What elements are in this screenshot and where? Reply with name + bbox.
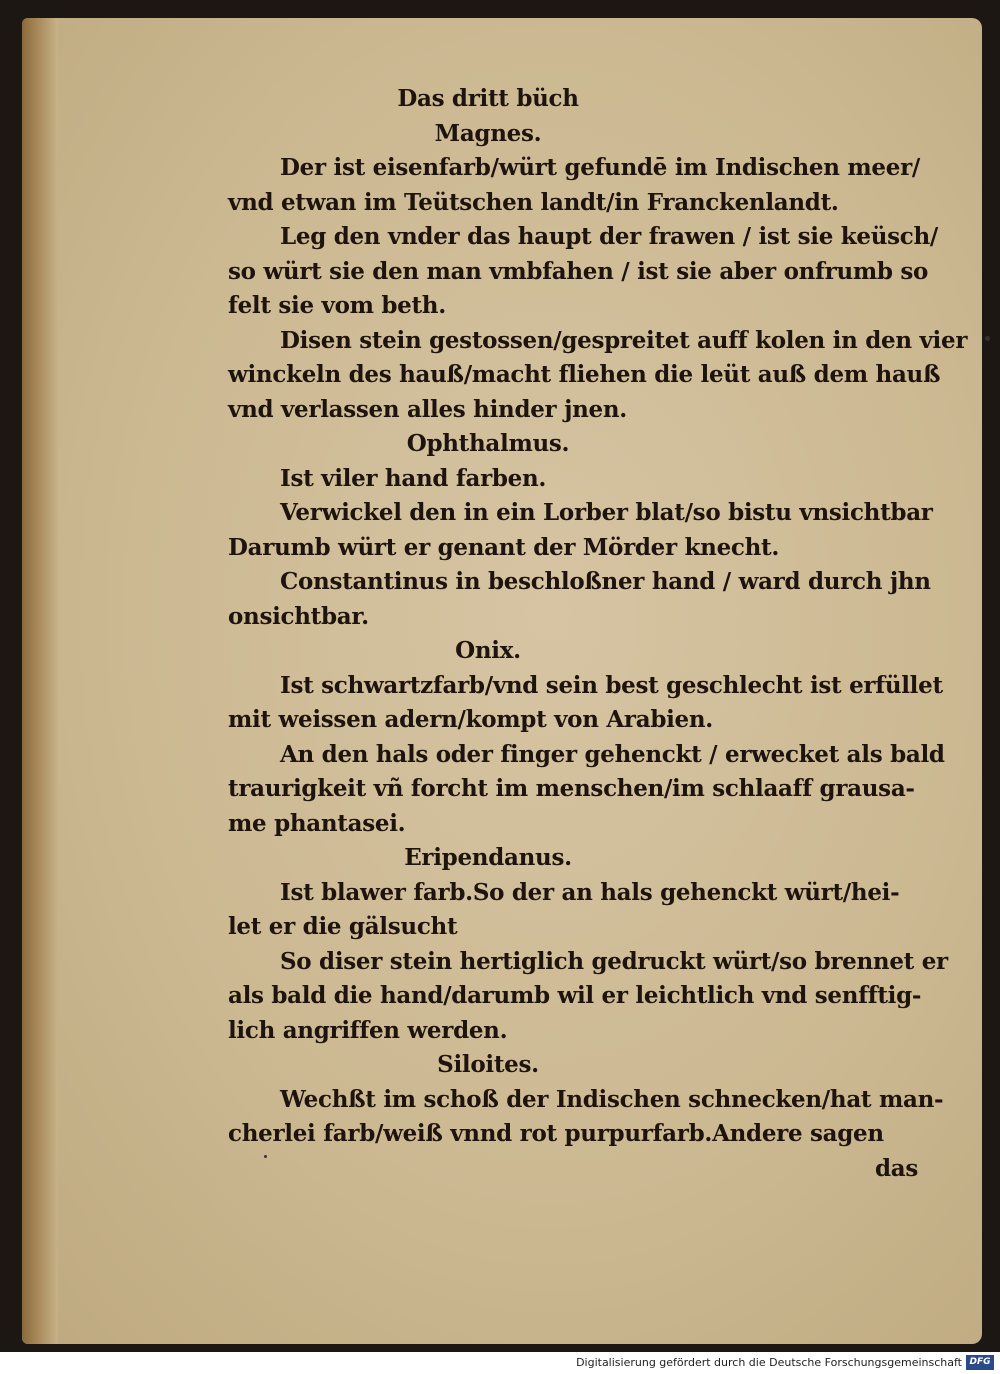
section-heading: Eripendanus. [404, 844, 572, 871]
text-line: Ist schwartzfarb/vnd sein best geschlecht ist erfüllet [280, 671, 943, 699]
text-line: Constantinus in beschloßner hand / ward durch jhn [280, 568, 931, 595]
running-head: Das dritt büch [397, 85, 579, 112]
page-text [228, 82, 968, 1186]
text-lines [228, 117, 968, 1187]
text-line: let er die gälsucht [228, 913, 458, 940]
section-heading: Onix. [455, 637, 521, 664]
text-line: Der ist eisenfarb/würt gefundē im Indischen meer/ [280, 154, 920, 181]
section-heading: Siloites. [437, 1051, 539, 1078]
text-line: Disen stein gestossen/gespreitet auff kolen in den vier [280, 326, 968, 354]
text-line: Darumb würt er genant der Mörder knecht. [228, 533, 780, 561]
text-line: Ist blawer farb.So der an hals gehenckt würt/hei‑ [280, 878, 900, 906]
catchword: das [874, 1154, 918, 1182]
book-binding-edge [22, 18, 58, 1344]
text-line: Leg den vnder das haupt der frawen / ist sie keüsch/ [280, 223, 939, 250]
text-line: lich angriffen werden. [228, 1016, 508, 1044]
text-line: Wechßt im schoß der Indischen schnecken/hat man‑ [280, 1085, 944, 1113]
dfg-logo: DFG [966, 1355, 994, 1370]
text-line: onsichtbar. [228, 602, 369, 630]
text-line: felt sie vom beth. [228, 292, 446, 319]
footer-bar [0, 1352, 1000, 1374]
text-line: als bald die hand/darumb wil er leichtlich vnd senfftig‑ [228, 982, 922, 1009]
text-line: mit weissen adern/kompt von Arabien. [228, 706, 714, 733]
text-line: cherlei farb/weiß vnnd rot purpurfarb.Andere sagen [228, 1120, 884, 1147]
text-line: An den hals oder finger gehenckt / erwecket als bald [280, 740, 945, 768]
text-line: Verwickel den in ein Lorber blat/so bistu vnsichtbar [280, 499, 933, 526]
text-line: me phantasei. [228, 809, 406, 837]
ink-speck [264, 1155, 267, 1158]
section-heading: Ophthalmus. [406, 430, 570, 457]
text-line: winckeln des hauß/macht fliehen die leüt auß dem hauß [228, 361, 941, 388]
margin-mark [985, 336, 990, 341]
text-line: traurigkeit vñ forcht im menschen/im schlaaff grausa‑ [228, 775, 915, 802]
text-line: vnd verlassen alles hinder jnen. [228, 395, 627, 423]
text-line: Ist viler hand farben. [280, 464, 547, 492]
footer-credit: Digitalisierung gefördert durch die Deutsche Forschungsgemeinschaft [576, 1356, 962, 1369]
text-line: so würt sie den man vmbfahen / ist sie aber onfrumb so [228, 257, 929, 285]
section-heading: Magnes. [434, 119, 542, 147]
text-line: vnd etwan im Teütschen landt/in Franckenlandt. [228, 188, 839, 216]
text-line: So diser stein hertiglich gedruckt würt/so brennet er [280, 947, 948, 975]
